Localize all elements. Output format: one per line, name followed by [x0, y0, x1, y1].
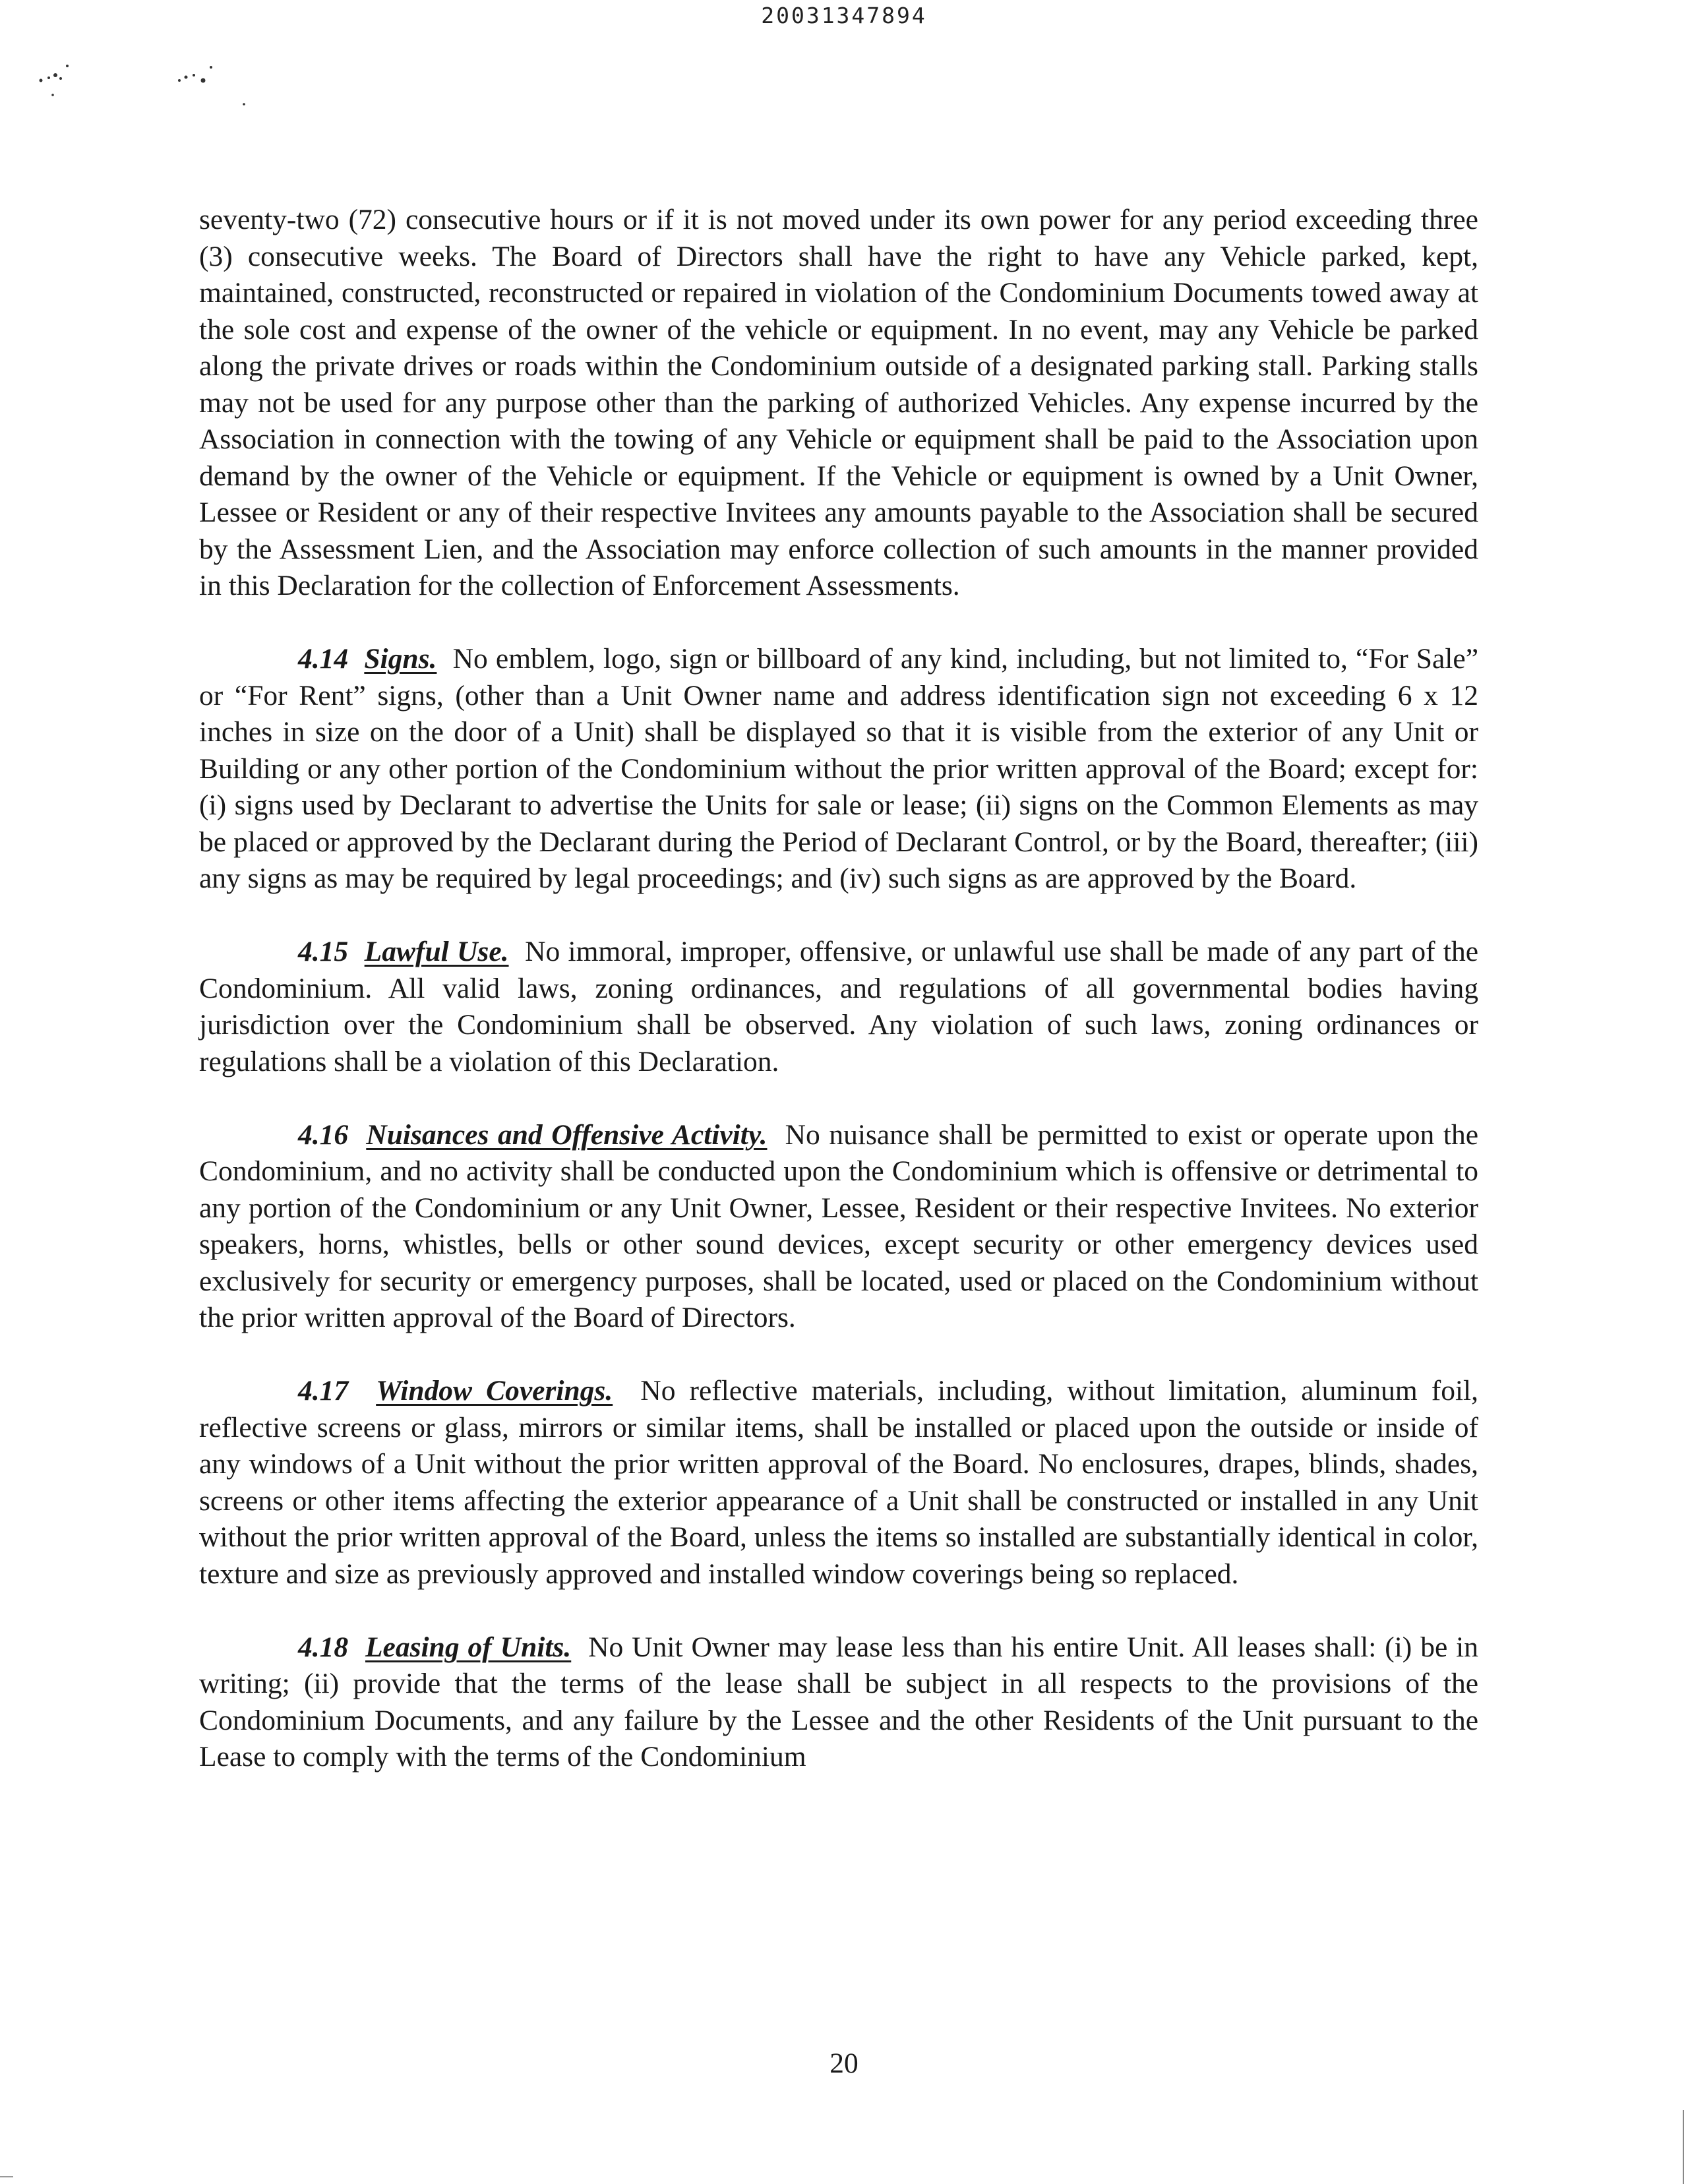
document-body	[199, 202, 1478, 1812]
section-text: No nuisance shall be permitted to exist or operate upon the Condominium, and no activity shall be conducted upon the Condominium which is offensive or detrimental to any portion of the Condominium or any Unit Owner, Lessee, Resident or their respective Invitees. No exterior speakers, horns, whistles, bells or other sound devices, except security or other emergency devices used exclusively for security or emergency purposes, shall be located, used or placed on the Condominium without the prior written approval of the Board of Directors.	[199, 1118, 1479, 1333]
scan-artifact-marks	[34, 61, 245, 113]
section-4-15	[199, 934, 1478, 1080]
section-text: No Unit Owner may lease less than his entire Unit. All leases shall: (i) be in writing; (ii) provide that the terms of the lease shall be subject in all respects to the provisions of the Condominium Documents, and any failure by the Lessee and the other Residents of the Unit pursuant to the Lease to comply with the terms of the Condominium	[199, 1631, 1479, 1773]
section-title: Nuisances and Offensive Activity.	[366, 1118, 768, 1151]
document-id: 20031347894	[761, 3, 927, 28]
section-title: Leasing of Units.	[365, 1631, 572, 1663]
scan-edge-line	[0, 2176, 13, 2177]
page-number: 20	[829, 2048, 859, 2079]
section-4-17	[199, 1373, 1478, 1592]
scan-edge-line	[1683, 2110, 1684, 2184]
section-number: 4.18	[298, 1631, 349, 1663]
section-number: 4.17	[298, 1375, 349, 1407]
section-4-14	[199, 641, 1478, 897]
section-title: Lawful Use.	[364, 936, 509, 967]
section-number: 4.14	[298, 643, 349, 675]
section-title: Signs.	[364, 643, 437, 675]
section-4-18	[199, 1629, 1478, 1776]
section-title: Window Coverings.	[376, 1375, 613, 1407]
section-number: 4.15	[298, 936, 349, 967]
section-4-16	[199, 1117, 1478, 1337]
section-text: No immoral, improper, offensive, or unlawful use shall be made of any part of the Condominium. All valid laws, zoning ordinances, and regulations of all governmental bodies having jurisdiction over the Condominium shall be observed. Any violation of such laws, zoning ordinances or regulations shall be a violation of this Declaration.	[199, 936, 1479, 1077]
section-text: No emblem, logo, sign or billboard of any kind, including, but not limited to, “For Sale” or “For Rent” signs, (other than a Unit Owner name and address identification sign not exceeding 6 x 12 inches in size on the door of a Unit) shall be displayed so that it is visible from the exterior of any Unit or Building or any other portion of the Condominium without the prior written approval of the Board; except for: (i) signs used by Declarant to advertise the Units for sale or lease; (ii) signs on the Common Elements as may be placed or approved by the Declarant during the Period of Declarant Control, or by the Board, thereafter; (iii) any signs as may be required by legal proceedings; and (iv) such signs as are approved by the Board.	[199, 643, 1479, 894]
continuation-paragraph: seventy-two (72) consecutive hours or if it is not moved under its own power for any period exceeding three (3) consecutive weeks. The Board of Directors shall have the right to have any Vehicle parked, kept, maintained, constructed, reconstructed or repaired in violation of the Condominium Documents towed away at the sole cost and expense of the owner of the vehicle or equipment. In no event, may any Vehicle be parked along the private drives or roads within the Condominium outside of a designated parking stall. Parking stalls may not be used for any purpose other than the parking of authorized Vehicles. Any expense incurred by the Association in connection with the towing of any Vehicle or equipment shall be paid to the Association upon demand by the owner of the Vehicle or equipment. If the Vehicle or equipment is owned by a Unit Owner, Lessee or Resident or any of their respective Invitees any amounts payable to the Association shall be secured by the Assessment Lien, and the Association may enforce collection of such amounts in the manner provided in this Declaration for the collection of Enforcement Assessments.	[199, 204, 1478, 601]
section-number: 4.16	[298, 1118, 349, 1151]
section-text: No reflective materials, including, without limitation, aluminum foil, reflective screens or glass, mirrors or similar items, shall be installed or placed upon the outside or inside of any windows of a Unit without the prior written approval of the Board. No enclosures, drapes, blinds, shades, screens or other items affecting the exterior appearance of a Unit shall be constructed or installed in any Unit without the prior written approval of the Board, unless the items so installed are substantially identical in color, texture and size as previously approved and installed window coverings being so replaced.	[199, 1375, 1478, 1590]
